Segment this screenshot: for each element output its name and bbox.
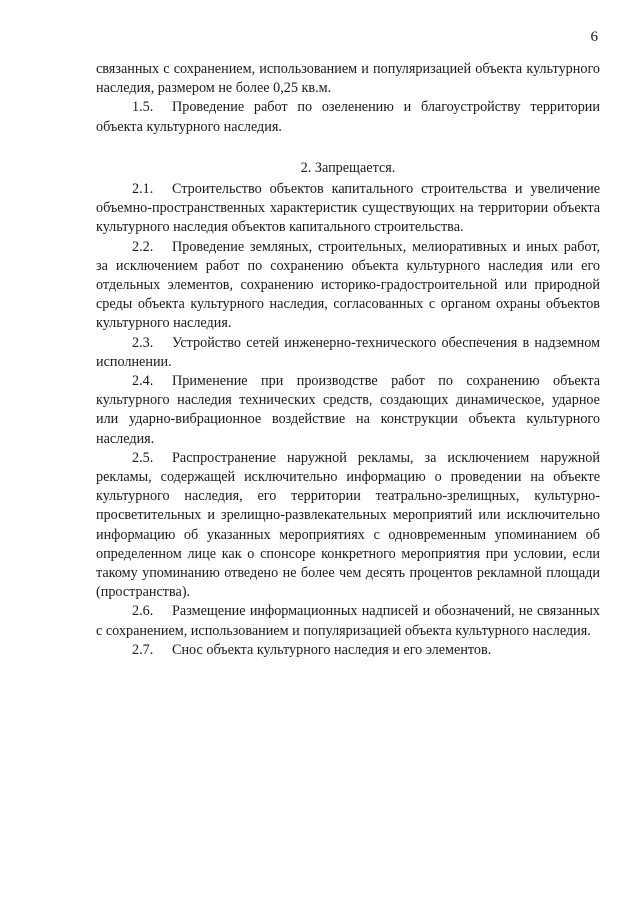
clause-text: Устройство сетей инженерно-технического обеспечения в надземном исполнении.: [96, 334, 600, 370]
clause-text: Снос объекта культурного наследия и его элементов.: [172, 641, 492, 658]
clause-text: Проведение земляных, строительных, мелиоративных и иных работ, за исключением работ по сохранению объекта культурного наследия или его отдельных элементов, сохранению историко-градостроительной или природной среды объекта культурного наследия, согласованных с органом охраны объектов культурного наследия.: [96, 238, 600, 332]
clause-2-5: [96, 449, 600, 603]
clause-number: 2.5.: [132, 449, 154, 466]
clause-number: 2.2.: [132, 238, 154, 255]
clause-2-7: [96, 641, 600, 660]
section-heading: 2. Запрещается.: [300, 159, 396, 176]
clause-2-4: [96, 372, 600, 449]
document-body: [96, 60, 600, 660]
clause-number: 2.7.: [132, 641, 154, 658]
clause-number: 2.1.: [132, 181, 154, 198]
page-number: 6: [590, 29, 598, 45]
clause-text: Строительство объектов капитального строительства и увеличение объемно-пространственных характеристик существующих на территории объекта культурного наследия объектов капитального строительства.: [96, 181, 600, 236]
continuation-paragraph: связанных с сохранением, использованием и популяризацией объекта культурного наследия, размером не более 0,25 кв.м.: [96, 61, 600, 97]
clause-text: Применение при производстве работ по сохранению объекта культурного наследия технических средств, создающих динамическое, ударное или ударно-вибрационное воздействие на конструкции объекта культурного наследия.: [96, 373, 600, 447]
clause-number: 2.6.: [132, 603, 154, 620]
clause-text: Распространение наружной рекламы, за исключением наружной рекламы, содержащей исключительно информацию о проведении на объекте культурного наследия, его территории театрально-зрелищных, культурно-просветительных и зрелищно-развлекательных мероприятий или исключительно информацию об указанных мероприятиях с одновременным упоминанием об определенном лице как о спонсоре конкретного мероприятия при условии, если такому упоминанию отведено не более чем десять процентов рекламной площади (пространства).: [96, 449, 600, 601]
clause-number: 2.4.: [132, 373, 154, 390]
clause-2-1: [96, 180, 600, 238]
clause-2-6: [96, 602, 600, 640]
clause-text: Размещение информационных надписей и обозначений, не связанных с сохранением, использованием и популяризацией объекта культурного наследия.: [96, 603, 600, 639]
clause-number: 2.3.: [132, 334, 154, 351]
clause-1-5: [96, 98, 600, 136]
clause-2-3: [96, 334, 600, 372]
clause-text: Проведение работ по озеленению и благоустройству территории объекта культурного наследия.: [96, 99, 600, 135]
clause-number: 1.5.: [132, 99, 154, 116]
clause-2-2: [96, 238, 600, 334]
